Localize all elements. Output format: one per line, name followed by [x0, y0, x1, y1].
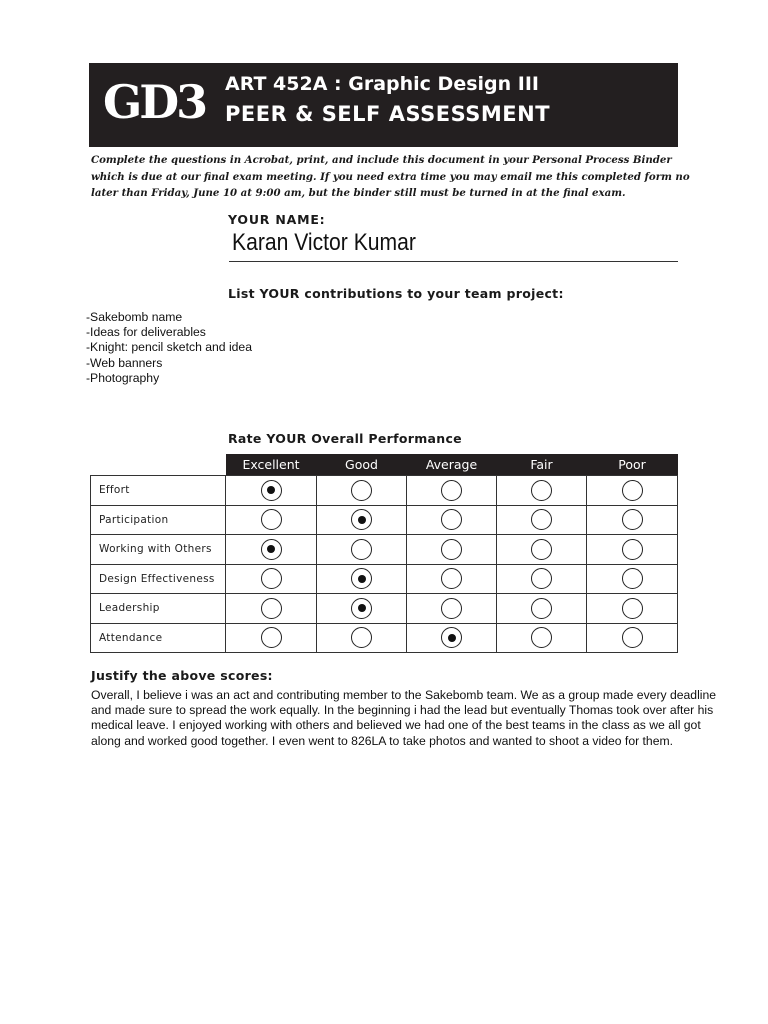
rating-header-row	[91, 454, 678, 476]
name-label: YOUR NAME:	[228, 212, 326, 227]
criterion-label: Leadership	[91, 594, 226, 624]
rating-cell	[587, 535, 678, 565]
name-underline	[229, 261, 678, 262]
radio-average[interactable]	[441, 480, 462, 501]
contributions-field[interactable]	[86, 310, 252, 386]
rating-cell	[407, 564, 497, 594]
radio-excellent[interactable]	[261, 539, 282, 560]
radio-good[interactable]	[351, 568, 372, 589]
radio-fair[interactable]	[531, 480, 552, 501]
course-title: ART 452A : Graphic Design III	[225, 73, 539, 95]
radio-poor[interactable]	[622, 480, 643, 501]
radio-excellent[interactable]	[261, 480, 282, 501]
rating-cell	[497, 594, 587, 624]
column-average: Average	[407, 454, 497, 476]
column-good: Good	[317, 454, 407, 476]
rating-cell	[317, 564, 407, 594]
rating-cell	[317, 476, 407, 506]
instructions-text: Complete the questions in Acrobat, print, and include this document in your Personal Process Binder which is due at our final exam meeting. If you need extra time you may email me this completed form no later than Friday, June 10 at 9:00 am, but the binder still must be turned in at the final exam.	[91, 154, 690, 199]
radio-fair[interactable]	[531, 509, 552, 530]
column-excellent: Excellent	[226, 454, 317, 476]
rating-row	[91, 476, 678, 506]
criterion-label: Attendance	[91, 623, 226, 653]
justify-label: Justify the above scores:	[91, 668, 273, 683]
rating-cell	[587, 623, 678, 653]
contribution-item: -Sakebomb name	[86, 310, 183, 324]
criterion-label: Working with Others	[91, 535, 226, 565]
radio-average[interactable]	[441, 539, 462, 560]
radio-good[interactable]	[351, 598, 372, 619]
rating-cell	[226, 535, 317, 565]
rating-row	[91, 564, 678, 594]
radio-good[interactable]	[351, 509, 372, 530]
criterion-label: Design Effectiveness	[91, 564, 226, 594]
radio-average[interactable]	[441, 509, 462, 530]
rating-cell	[226, 476, 317, 506]
column-poor: Poor	[587, 454, 678, 476]
radio-excellent[interactable]	[261, 627, 282, 648]
radio-average[interactable]	[441, 568, 462, 589]
rating-row	[91, 535, 678, 565]
rating-cell	[226, 564, 317, 594]
rating-cell	[497, 564, 587, 594]
contribution-item: -Photography	[86, 370, 160, 385]
rating-cell	[226, 505, 317, 535]
radio-fair[interactable]	[531, 568, 552, 589]
rating-row	[91, 594, 678, 624]
rating-cell	[497, 623, 587, 653]
radio-poor[interactable]	[622, 539, 643, 560]
radio-excellent[interactable]	[261, 598, 282, 619]
contribution-item: -Web banners	[86, 355, 163, 370]
rating-cell	[317, 594, 407, 624]
radio-excellent[interactable]	[261, 568, 282, 589]
rating-cell	[497, 476, 587, 506]
radio-poor[interactable]	[622, 568, 643, 589]
gd3-logo: GD3	[103, 75, 206, 129]
header-banner	[89, 63, 678, 147]
rating-cell	[587, 564, 678, 594]
radio-good[interactable]	[351, 539, 372, 560]
rating-cell	[587, 476, 678, 506]
radio-average[interactable]	[441, 598, 462, 619]
justify-field[interactable]: Overall, I believe i was an act and contributing member to the Sakebomb team. We as a group made every deadline and made sure to spread the work equally. In the beginning i had the lead but eventually Thomas took over after his medical leave. I enjoyed working with others and believed we had one of the best teams in the class as we all got along and worked good together. I even went to 826LA to take photos and wanted to shoot a video for them.	[91, 688, 717, 748]
radio-good[interactable]	[351, 627, 372, 648]
rating-cell	[407, 505, 497, 535]
radio-poor[interactable]	[622, 627, 643, 648]
rating-cell	[226, 623, 317, 653]
column-fair: Fair	[497, 454, 587, 476]
rating-cell	[407, 594, 497, 624]
rating-table	[90, 454, 678, 653]
criterion-label: Participation	[91, 505, 226, 535]
radio-fair[interactable]	[531, 627, 552, 648]
rating-cell	[407, 623, 497, 653]
radio-good[interactable]	[351, 480, 372, 501]
radio-poor[interactable]	[622, 509, 643, 530]
rating-cell	[497, 505, 587, 535]
name-field[interactable]: Karan Victor Kumar	[232, 229, 416, 256]
radio-poor[interactable]	[622, 598, 643, 619]
rating-cell	[407, 476, 497, 506]
radio-fair[interactable]	[531, 539, 552, 560]
header-blank	[91, 454, 226, 476]
criterion-label: Effort	[91, 476, 226, 506]
rating-cell	[317, 623, 407, 653]
rating-cell	[497, 535, 587, 565]
rating-row	[91, 623, 678, 653]
rating-cell	[587, 594, 678, 624]
contribution-item: -Knight: pencil sketch and idea	[86, 340, 252, 355]
rating-cell	[226, 594, 317, 624]
rating-cell	[407, 535, 497, 565]
contributions-label: List YOUR contributions to your team project:	[228, 286, 564, 301]
radio-average[interactable]	[441, 627, 462, 648]
radio-excellent[interactable]	[261, 509, 282, 530]
rating-cell	[317, 535, 407, 565]
rating-row	[91, 505, 678, 535]
rating-cell	[587, 505, 678, 535]
rating-label: Rate YOUR Overall Performance	[228, 431, 462, 446]
rating-cell	[317, 505, 407, 535]
contribution-item: -Ideas for deliverables	[86, 325, 206, 340]
radio-fair[interactable]	[531, 598, 552, 619]
form-title: PEER & SELF ASSESSMENT	[225, 102, 551, 126]
